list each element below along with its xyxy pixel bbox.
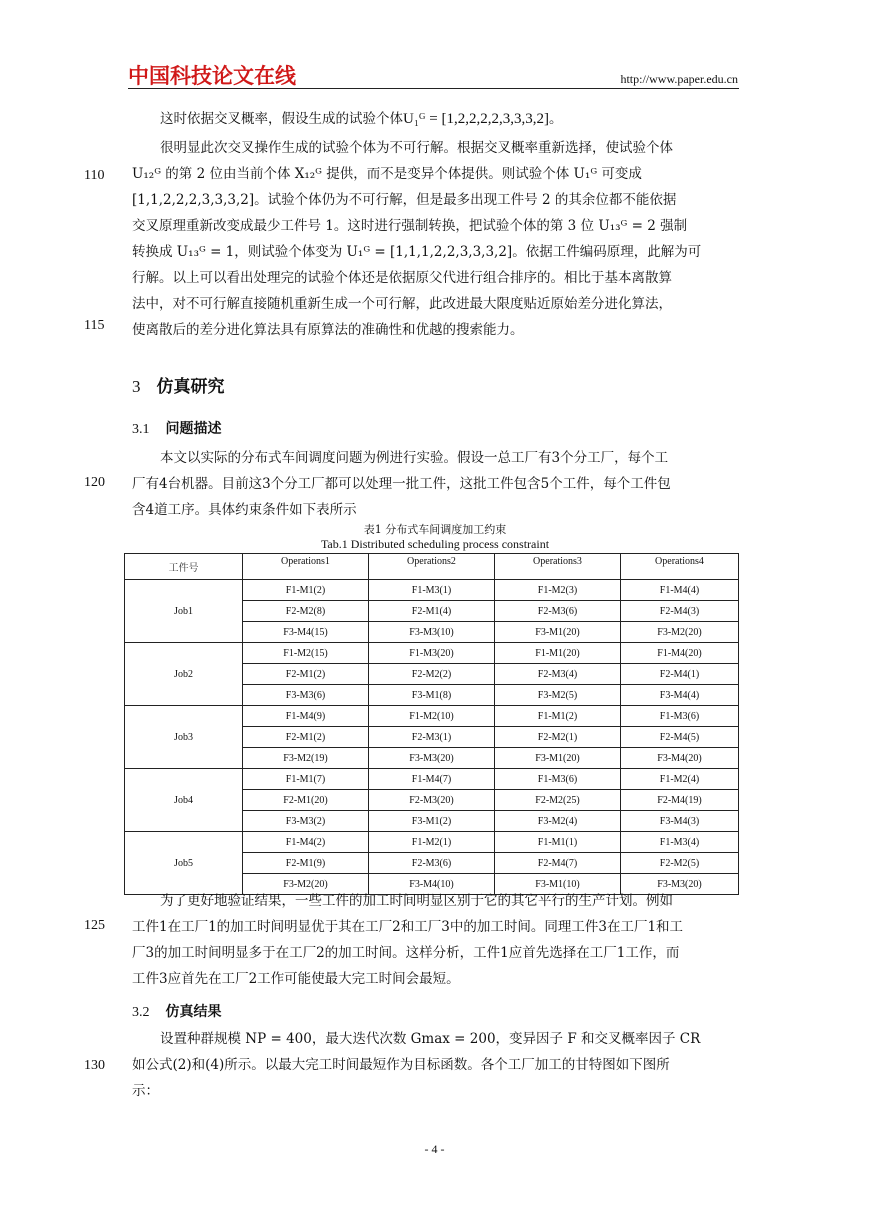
- section-3-2-heading: [132, 1001, 222, 1021]
- paragraph-2-line: 转换成 U₁₃ᴳ = 1，则试验个体变为 U₁ᴳ = [1,1,1,2,2,3,3,3,2]。依据工件编码原理，此解为可: [132, 244, 702, 260]
- table-cell: F1-M3(6): [495, 769, 621, 790]
- paragraph-2: [132, 135, 738, 343]
- table-cell: F2-M4(5): [621, 727, 739, 748]
- table-cell: F2-M1(2): [243, 664, 369, 685]
- table-row: [125, 580, 739, 601]
- job-name-cell: Job3: [125, 706, 243, 769]
- table-cell: F3-M1(2): [369, 811, 495, 832]
- table-cell: F3-M3(20): [369, 748, 495, 769]
- table-caption-en: Tab.1 Distributed scheduling process constraint: [320, 537, 550, 551]
- paragraph-1-text: 这时依据交叉概率，假设生成的试验个体: [160, 111, 403, 127]
- section-title: 问题描述: [165, 421, 222, 437]
- paragraph-2-line: U₁₂ᴳ 的第 2 位由当前个体 X₁₂ᴳ 提供，而不是变异个体提供。则试验个体 U₁ᴳ 可变成: [132, 166, 642, 182]
- table-cell: F3-M2(19): [243, 748, 369, 769]
- paragraph-1-end: 。: [549, 111, 563, 127]
- paragraph-4: [132, 888, 738, 992]
- table-cell: F1-M1(20): [495, 643, 621, 664]
- paragraph-5-line: 如公式(2)和(4)所示。以最大完工时间最短作为目标函数。各个工厂加工的甘特图如下图所: [132, 1057, 670, 1073]
- header-op4: Operations4: [621, 554, 739, 580]
- table-cell: F2-M1(9): [243, 853, 369, 874]
- paragraph-1: [132, 106, 738, 132]
- table-cell: F1-M2(15): [243, 643, 369, 664]
- paragraph-4-line: 工件1在工厂1的加工时间明显优于其在工厂2和工厂3中的加工时间。同理工件3在工厂1和工: [132, 919, 684, 935]
- job-name-cell: Job5: [125, 832, 243, 895]
- table-row: [125, 643, 739, 664]
- line-number-130: 130: [84, 1058, 105, 1073]
- paragraph-2-line: [1,1,2,2,2,3,3,3,2]。试验个体仍为不可行解，但是最多出现工件号 2 的其余位都不能依据: [132, 192, 677, 208]
- page-number: - 4 -: [424, 1142, 445, 1156]
- table-row: [125, 832, 739, 853]
- table-cell: F2-M2(8): [243, 601, 369, 622]
- table-cell: F3-M2(20): [243, 874, 369, 895]
- table-cell: F1-M2(1): [369, 832, 495, 853]
- table-cell: F2-M2(5): [621, 853, 739, 874]
- table-cell: F1-M4(4): [621, 580, 739, 601]
- table-cell: F1-M2(3): [495, 580, 621, 601]
- table-row: [125, 706, 739, 727]
- line-number-120: 120: [84, 475, 105, 490]
- table-cell: F2-M3(1): [369, 727, 495, 748]
- constraint-table: [124, 553, 739, 895]
- table-cell: F2-M3(6): [495, 601, 621, 622]
- table-cell: F3-M3(6): [243, 685, 369, 706]
- line-number-110: 110: [84, 168, 105, 183]
- table-cell: F1-M3(4): [621, 832, 739, 853]
- table-row: [125, 769, 739, 790]
- table-cell: F2-M4(7): [495, 853, 621, 874]
- table-cell: F3-M1(8): [369, 685, 495, 706]
- table-cell: F1-M4(2): [243, 832, 369, 853]
- section-3-1-heading: [132, 418, 222, 438]
- table-cell: F3-M3(2): [243, 811, 369, 832]
- job-name-cell: Job2: [125, 643, 243, 706]
- paragraph-2-line: 法中，对不可行解直接随机重新生成一个可行解，此改进最大限度贴近原始差分进化算法，: [132, 296, 672, 312]
- table-cell: F1-M1(2): [243, 580, 369, 601]
- line-number-115: 115: [84, 318, 105, 333]
- table-cell: F3-M4(10): [369, 874, 495, 895]
- table-cell: F1-M3(1): [369, 580, 495, 601]
- table-caption-zh: 表1 分布式车间调度加工约束: [363, 523, 507, 536]
- paragraph-3-line: 厂有4台机器。目前这3个分工厂都可以处理一批工件，这批工件包含5个工件，每个工件包: [132, 476, 671, 492]
- table-cell: F1-M4(9): [243, 706, 369, 727]
- table-cell: F1-M1(7): [243, 769, 369, 790]
- table-header-row: [125, 554, 739, 580]
- table-cell: F3-M2(20): [621, 622, 739, 643]
- section-number: 3.1: [132, 422, 150, 437]
- header-url[interactable]: http://www.paper.edu.cn: [620, 72, 738, 86]
- paragraph-5-line: 设置种群规模 NP = 400，最大迭代次数 Gmax = 200，变异因子 F 和交叉概率因子 CR: [160, 1031, 701, 1047]
- table-cell: F3-M4(15): [243, 622, 369, 643]
- job-name-cell: Job4: [125, 769, 243, 832]
- job-name-cell: Job1: [125, 580, 243, 643]
- paragraph-4-line: 为了更好地验证结果，一些工件的加工时间明显区别于它的其它平行的生产计划。例如: [160, 893, 673, 909]
- paragraph-4-line: 厂3的加工时间明显多于在工厂2的加工时间。这样分析，工件1应首先选择在工厂1工作，而: [132, 945, 680, 961]
- header-rule: [128, 88, 739, 89]
- table-cell: F3-M1(10): [495, 874, 621, 895]
- section-title: 仿真结果: [165, 1004, 222, 1020]
- table-cell: F3-M4(20): [621, 748, 739, 769]
- paragraph-2-line: 交叉原理重新改变成最少工件号 1。这时进行强制转换，把试验个体的第 3 位 U₁₃ᴳ = 2 强制: [132, 218, 688, 234]
- paragraph-5: [132, 1026, 738, 1104]
- table-cell: F1-M2(4): [621, 769, 739, 790]
- line-number-125: 125: [84, 918, 105, 933]
- table-cell: F2-M3(20): [369, 790, 495, 811]
- table-cell: F2-M4(19): [621, 790, 739, 811]
- section-title: 仿真研究: [156, 377, 225, 397]
- paragraph-2-line: 很明显此次交叉操作生成的试验个体为不可行解。根据交叉概率重新选择，使试验个体: [160, 140, 673, 156]
- table-cell: F3-M1(20): [495, 622, 621, 643]
- table-cell: F3-M4(3): [621, 811, 739, 832]
- table-cell: F1-M1(2): [495, 706, 621, 727]
- header-op1: Operations1: [243, 554, 369, 580]
- table-cell: F3-M3(10): [369, 622, 495, 643]
- table-cell: F2-M2(25): [495, 790, 621, 811]
- paragraph-2-line: 行解。以上可以看出处理完的试验个体还是依据原父代进行组合排序的。相比于基本离散算: [132, 270, 672, 286]
- table-cell: F2-M1(2): [243, 727, 369, 748]
- table-cell: F1-M3(20): [369, 643, 495, 664]
- table-cell: F3-M4(4): [621, 685, 739, 706]
- table-cell: F1-M1(1): [495, 832, 621, 853]
- paragraph-4-line: 工件3应首先在工厂2工作可能使最大完工时间会最短。: [132, 971, 460, 987]
- header-logo: 中国科技论文在线: [128, 64, 296, 88]
- table-cell: F3-M3(20): [621, 874, 739, 895]
- table-cell: F1-M3(6): [621, 706, 739, 727]
- table-cell: F3-M2(4): [495, 811, 621, 832]
- table-caption: [132, 523, 738, 551]
- section-number: 3: [132, 377, 141, 396]
- paragraph-3: [132, 445, 738, 523]
- section-number: 3.2: [132, 1005, 150, 1020]
- table-cell: F2-M2(2): [369, 664, 495, 685]
- math-expression: U₁ᴳ = [1,2,2,2,2,3,3,3,2]: [403, 111, 550, 127]
- section-3-heading: [132, 372, 225, 397]
- header-op3: Operations3: [495, 554, 621, 580]
- table-cell: F2-M3(6): [369, 853, 495, 874]
- table-cell: F2-M4(3): [621, 601, 739, 622]
- header-op2: Operations2: [369, 554, 495, 580]
- table-cell: F2-M4(1): [621, 664, 739, 685]
- table-cell: F2-M1(4): [369, 601, 495, 622]
- table-cell: F1-M2(10): [369, 706, 495, 727]
- table-cell: F3-M2(5): [495, 685, 621, 706]
- table-cell: F3-M1(20): [495, 748, 621, 769]
- header-job: 工件号: [125, 554, 243, 580]
- table-cell: F2-M2(1): [495, 727, 621, 748]
- paragraph-2-line: 使离散后的差分进化算法具有原算法的准确性和优越的搜索能力。: [132, 322, 524, 338]
- table-cell: F1-M4(20): [621, 643, 739, 664]
- paragraph-3-line: 本文以实际的分布式车间调度问题为例进行实验。假设一总工厂有3个分工厂，每个工: [160, 450, 669, 466]
- table-cell: F2-M1(20): [243, 790, 369, 811]
- table-cell: F2-M3(4): [495, 664, 621, 685]
- paragraph-5-line: 示：: [132, 1083, 159, 1099]
- table-cell: F1-M4(7): [369, 769, 495, 790]
- paragraph-3-line: 含4道工序。具体约束条件如下表所示: [132, 502, 357, 518]
